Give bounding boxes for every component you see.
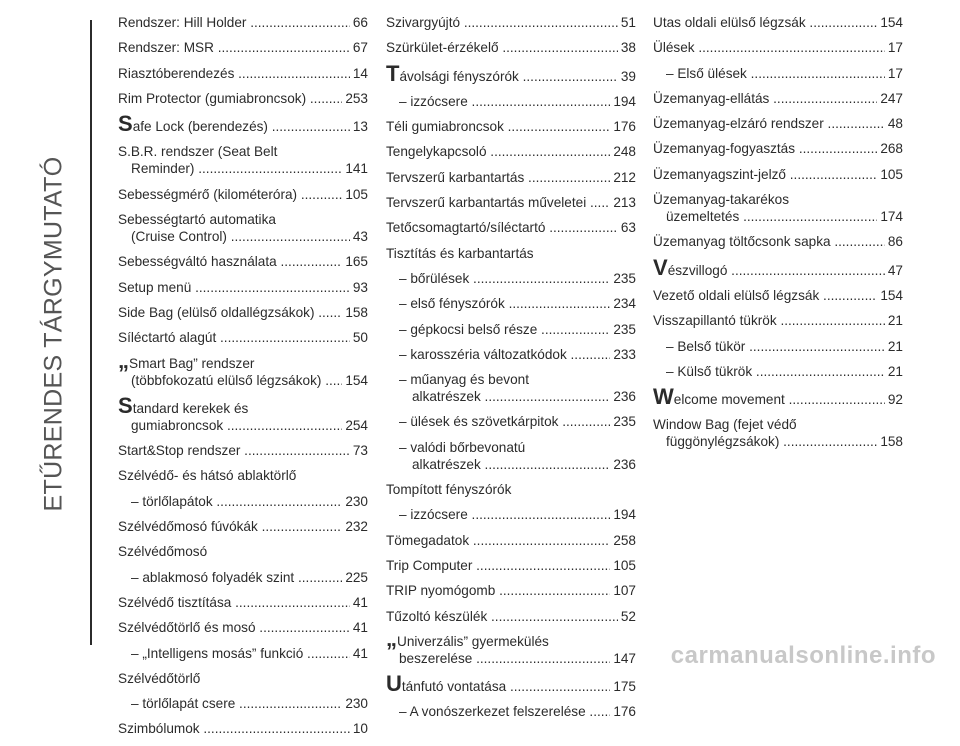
page-number: 93 [352,279,368,295]
page-number: 176 [613,119,636,135]
index-subentry: – izzócsere ..... 194 [386,506,636,523]
index-entry-letter-v: Vészvillogó ..... 47 [653,259,903,279]
page-number: 212 [613,169,636,185]
quote-initial: „ [386,625,397,651]
index-entry: Sebességmérő (kilométeróra) ..... 105 [118,186,368,203]
page-number: 234 [613,296,636,312]
index-entry: Tömegadatok ..... 258 [386,532,636,549]
index-entry: Utas oldali elülső légzsák ..... 154 [653,14,903,31]
page-number: 39 [620,68,636,84]
index-entry: Setup menü ..... 93 [118,279,368,296]
index-entry-letter-w: Welcome movement ..... 92 [653,388,903,408]
index-entry: Rim Protector (gumiabroncsok) ..... 253 [118,90,368,107]
page-number: 43 [352,229,368,245]
index-entry: Tűzoltó készülék ..... 52 [386,608,636,625]
index-heading: Szélvédő- és hátsó ablaktörlő [118,468,297,484]
index-subentry: – műanyag és bevont alkatrészek ..... 236 [386,371,636,405]
index-entry: Vezető oldali elülső légzsák ..... 154 [653,287,903,304]
page-number: 194 [613,93,636,109]
page-number: 175 [613,679,636,695]
index-subentry: – ülések és szövetkárpitok ..... 235 [386,413,636,430]
letter-initial: V [653,258,668,279]
index-subentry: – valódi bőrbevonatú alkatrészek ..... 236 [386,439,636,473]
page-number: 92 [887,392,903,408]
letter-initial: W [653,388,674,409]
index-subentry: – gépkocsi belső része ..... 235 [386,321,636,338]
index-side-title: ETŰRENDES TÁRGYMUTATÓ [39,156,68,512]
index-entry: Üzemanyagszint-jelző ..... 105 [653,166,903,183]
page-number: 258 [613,532,636,548]
page-number: 38 [620,40,636,56]
page-number: 41 [352,645,368,661]
page-number: 158 [345,304,368,320]
page-number: 105 [880,166,903,182]
index-entry: Tetőcsomagtartó/síléctartó ..... 63 [386,219,636,236]
letter-initial: S [118,392,133,418]
quote-initial: „ [118,347,129,373]
letter-initial: S [118,115,133,136]
index-subentry: – izzócsere ..... 194 [386,93,636,110]
letter-initial: T [386,64,400,85]
index-column-3 [653,14,903,459]
page-number: 47 [887,262,903,278]
index-entry: „Smart Bag” rendszer (többfokozatú elülső légzsákok) ..... 154 [118,355,368,389]
index-entry: TRIP nyomógomb ..... 107 [386,582,636,599]
page-number: 236 [613,456,636,472]
index-entry: Window Bag (fejet védő függönylégzsákok) ..... 158 [653,416,903,450]
page-number: 66 [352,15,368,30]
index-heading: Szélvédőmosó [118,544,208,560]
index-heading: Tisztítás és karbantartás [386,245,534,261]
page-number: 235 [613,414,636,430]
page-number: 17 [887,40,903,56]
page-number: 21 [887,338,903,354]
page-number: 158 [880,434,903,450]
page-number: 176 [613,704,636,720]
index-entry: Szimbólumok ..... 10 [118,720,368,737]
index-entry-letter-t: Távolsági fényszórók ..... 39 [386,65,636,85]
index-entry: Trip Computer ..... 105 [386,557,636,574]
page-number: 48 [887,116,903,132]
index-entry: Sebességváltó használata ..... 165 [118,253,368,270]
page-number: 225 [345,569,368,585]
page-number: 233 [613,346,636,362]
index-entry: Tengelykapcsoló ..... 248 [386,143,636,160]
page-number: 253 [345,90,368,106]
page-number: 154 [880,287,903,303]
page-number: 73 [352,443,368,459]
index-entry: Tervszerű karbantartás műveletei ..... 213 [386,194,636,211]
page-number: 235 [613,321,636,337]
index-entry: Üzemanyag-takarékos üzemeltetés ..... 174 [653,191,903,225]
index-entry: Rendszer: MSR ..... 67 [118,39,368,56]
index-entry-letter-u: Utánfutó vontatása ..... 175 [386,675,636,695]
page-number: 230 [345,493,368,509]
page-number: 248 [613,144,636,160]
index-entry: Szürkület-érzékelő ..... 38 [386,39,636,56]
index-entry-letter-s: Safe Lock (berendezés) ..... 13 [118,115,368,135]
page-number: 50 [352,330,368,346]
page-number: 141 [345,161,368,177]
index-subentry: – karosszéria változatkódok ..... 233 [386,346,636,363]
index-entry: Téli gumiabroncsok ..... 176 [386,118,636,135]
index-subentry: – ablakmosó folyadék szint ..... 225 [118,569,368,586]
page-number: 105 [345,186,368,202]
page-number: 107 [613,583,636,599]
page-number: 247 [880,90,903,106]
page-number: 41 [352,594,368,610]
index-entry: Üzemanyag töltőcsonk sapka ..... 86 [653,233,903,250]
page-number: 21 [887,313,903,329]
page-number: 14 [352,65,368,81]
page-number: 154 [880,15,903,30]
index-entry: S.B.R. rendszer (Seat Belt Reminder) ..... 141 [118,143,368,177]
page-number: 17 [887,65,903,81]
watermark-text: carmanualsonline.info [670,642,936,669]
page-number: 13 [352,119,368,135]
page-number: 63 [620,220,636,236]
index-entry: Üzemanyag-elzáró rendszer ..... 48 [653,115,903,132]
page-number: 105 [613,557,636,573]
index-entry: Szélvédőmosó fúvókák ..... 232 [118,518,368,535]
index-entry: Szélvédő tisztítása ..... 41 [118,594,368,611]
index-subentry: – Belső tükör ..... 21 [653,338,903,355]
index-entry: Üzemanyag-fogyasztás ..... 268 [653,140,903,157]
index-heading: Tompított fényszórók [386,482,512,498]
page-number: 154 [345,372,368,388]
page-number: 174 [880,209,903,225]
page-number: 51 [620,15,636,30]
index-subentry: – Külső tükrök ..... 21 [653,363,903,380]
index-column-1 [118,14,368,746]
side-title-rule [90,20,92,645]
index-entry: Rendszer: Hill Holder ..... 66 [118,14,368,31]
index-entry: Standard kerekek és gumiabroncsok ..... 254 [118,397,368,434]
index-entry: „Univerzális” gyermekülés beszerelése ..... 147 [386,633,636,667]
index-entry: Riasztóberendezés ..... 14 [118,65,368,82]
page-number: 254 [345,417,368,433]
index-entry: Tervszerű karbantartás ..... 212 [386,169,636,186]
index-entry: Üzemanyag-ellátás ..... 247 [653,90,903,107]
page-number: 194 [613,507,636,523]
page-number: 268 [880,141,903,157]
index-column-2 [386,14,636,729]
index-entry: Szivargyújtó ..... 51 [386,14,636,31]
page-number: 232 [345,519,368,535]
page-number: 52 [620,608,636,624]
page-number: 213 [613,195,636,211]
page-number: 147 [613,650,636,666]
page-number: 86 [887,234,903,250]
index-subentry: – A vonószerkezet felszerelése ..... 176 [386,703,636,720]
index-entry: Start&Stop rendszer ..... 73 [118,442,368,459]
index-subentry: – törlőlapátok ..... 230 [118,493,368,510]
page-number: 236 [613,389,636,405]
index-entry: Sebességtartó automatika (Cruise Control) ..... 43 [118,211,368,245]
page-number: 165 [345,254,368,270]
index-subentry: – bőrülések ..... 235 [386,270,636,287]
index-entry: Visszapillantó tükrök ..... 21 [653,312,903,329]
page-number: 235 [613,270,636,286]
page-number: 67 [352,40,368,56]
page-number: 230 [345,696,368,712]
letter-initial: U [386,675,402,696]
page-number: 10 [352,721,368,737]
index-subentry: – „Intelligens mosás” funkció ..... 41 [118,645,368,662]
index-entry: Side Bag (elülső oldallégzsákok) ..... 158 [118,304,368,321]
index-subentry: – Első ülések ..... 17 [653,65,903,82]
index-subentry: – első fényszórók ..... 234 [386,295,636,312]
index-entry: Síléctartó alagút ..... 50 [118,329,368,346]
page-number: 21 [887,363,903,379]
index-entry: Szélvédőtörlő és mosó ..... 41 [118,619,368,636]
index-heading: Szélvédőtörlő [118,670,201,686]
index-entry: Ülések ..... 17 [653,39,903,56]
page-number: 41 [352,620,368,636]
index-subentry: – törlőlapát csere ..... 230 [118,695,368,712]
